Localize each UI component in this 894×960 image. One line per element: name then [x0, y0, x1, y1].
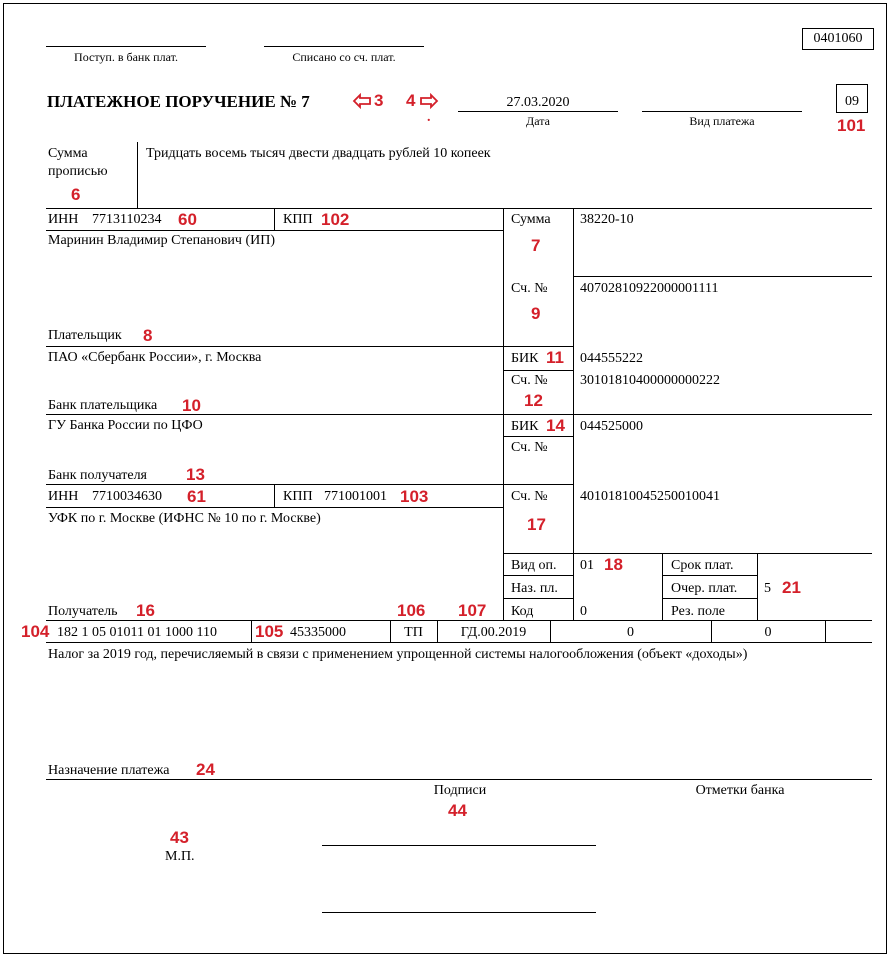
marker-16: 16: [136, 601, 155, 620]
term-divider: [757, 553, 758, 620]
marker-7: 7: [531, 236, 541, 255]
bik2-bottom: [503, 436, 573, 437]
payee-bank-account-label: Сч. №: [511, 440, 548, 455]
payee-inn: 7710034630: [92, 489, 162, 504]
purpose-code-label: Наз. пл.: [511, 581, 558, 596]
date-value: 27.03.2020: [506, 95, 570, 110]
payment-type-line: [642, 111, 802, 112]
page-title: ПЛАТЕЖНОЕ ПОРУЧЕНИЕ № 7: [47, 92, 310, 111]
payer-bank-bik: 044555222: [580, 351, 643, 366]
payee-kpp-label: КПП: [283, 489, 313, 504]
amount-words-value: Тридцать восемь тысяч двести двадцать рублей 10 копеек: [146, 146, 491, 161]
priority-bottom: [662, 598, 757, 599]
marker-61: 61: [187, 487, 206, 506]
date-label: Дата: [526, 114, 550, 128]
priority: 5: [764, 581, 771, 596]
op-row-bottom: [503, 575, 573, 576]
marker-105: 105: [255, 622, 284, 641]
payer-account: 40702810922000001111: [580, 281, 719, 296]
payee-inn-label: ИНН: [48, 489, 79, 504]
term-row-bottom: [662, 575, 757, 576]
payer-account-label: Сч. №: [511, 281, 548, 296]
received-label: Поступ. в банк плат.: [74, 50, 178, 64]
status-code: 09: [845, 94, 859, 109]
marker-60: 60: [178, 210, 197, 229]
signatures-label: Подписи: [433, 783, 487, 798]
form-code: 0401060: [813, 31, 863, 46]
marker-44: 44: [448, 801, 467, 820]
amount-words-divider: [137, 142, 138, 208]
right-val-divider-3: [573, 414, 574, 620]
purpose-text: Налог за 2019 год, перечисляемый в связи с применением упрощенной системы налогообложения (объект «доходы»): [48, 647, 748, 662]
reserve-label: Рез. поле: [671, 604, 726, 619]
marker-8: 8: [143, 326, 153, 345]
payee-kpp-divider: [274, 484, 275, 507]
tax-div-6: [825, 620, 826, 642]
payer-bank-bik-label: БИК: [511, 351, 539, 366]
marker-18: 18: [604, 555, 623, 574]
dot-mark: .: [427, 110, 431, 125]
right-val-divider-1: [573, 208, 574, 346]
tax-row-top: [46, 620, 872, 621]
payment-type-label: Вид платежа: [689, 114, 755, 128]
marker-10: 10: [182, 396, 201, 415]
doc-number: 0: [627, 625, 634, 640]
marker-11: 11: [546, 348, 564, 367]
payee-bank-label: Банк получателя: [48, 468, 147, 483]
payer-bank-account: 30101810400000000222: [580, 373, 720, 388]
code-value: 0: [580, 604, 587, 619]
arrow-right-icon: [419, 93, 439, 109]
payee-bank-name: ГУ Банка России по ЦФО: [48, 418, 203, 433]
marker-12: 12: [524, 391, 543, 410]
marker-13: 13: [186, 465, 205, 484]
purpose-label: Назначение платежа: [48, 763, 170, 778]
tax-period: ГД.00.2019: [460, 625, 527, 640]
payer-bank-name: ПАО «Сбербанк России», г. Москва: [48, 350, 262, 365]
bank-marks-label: Отметки банка: [695, 783, 785, 798]
payee-bank-bik: 044525000: [580, 419, 643, 434]
marker-104: 104: [21, 622, 50, 641]
marker-21: 21: [782, 578, 801, 597]
row-line-2: [46, 346, 573, 347]
row-line-5: [503, 553, 872, 554]
marker-14: 14: [546, 416, 565, 435]
date-line: [458, 111, 618, 112]
priority-label: Очер. плат.: [671, 581, 738, 596]
received-line: [46, 46, 206, 47]
payer-kpp-label: КПП: [283, 212, 313, 227]
tax-row-bottom: [46, 642, 872, 643]
payee-label: Получатель: [48, 604, 118, 619]
marker-4: 4: [406, 91, 416, 110]
sum-bottom: [573, 276, 872, 277]
tax-basis: ТП: [404, 625, 423, 640]
signature-line-2: [322, 912, 596, 913]
payee-account-label: Сч. №: [511, 489, 548, 504]
sum-label: Сумма: [511, 212, 551, 227]
payer-kpp-divider: [274, 208, 275, 230]
marker-43: 43: [170, 828, 189, 847]
marker-6: 6: [71, 185, 81, 204]
debited-line: [264, 46, 424, 47]
marker-24: 24: [196, 760, 215, 779]
payee-kpp: 771001001: [324, 489, 387, 504]
payer-bank-label: Банк плательщика: [48, 398, 158, 413]
payer-inn-label: ИНН: [48, 212, 79, 227]
row-line-3: [46, 414, 872, 415]
kbk: 182 1 05 01011 01 1000 110: [57, 625, 217, 640]
payer-inn-bottom: [46, 230, 503, 231]
payee-account: 40101810045250010041: [580, 489, 720, 504]
amount-words-label: Сумма прописью: [48, 146, 108, 179]
row-line-4: [46, 484, 573, 485]
op-divider: [662, 553, 663, 620]
marker-106: 106: [397, 601, 426, 620]
marker-101: 101: [837, 116, 866, 135]
marker-3: 3: [374, 91, 384, 110]
right-val-divider-2: [573, 346, 574, 414]
marker-17: 17: [527, 515, 546, 534]
marker-9: 9: [531, 304, 541, 323]
doc-date: 0: [764, 625, 772, 640]
marker-107: 107: [458, 601, 487, 620]
payee-inn-bottom: [46, 507, 503, 508]
payer-name: Маринин Владимир Степанович (ИП): [48, 233, 276, 248]
op-type-label: Вид оп.: [511, 558, 557, 573]
sum-value: 38220-10: [580, 212, 634, 227]
code-label: Код: [511, 604, 534, 619]
payer-label: Плательщик: [48, 328, 122, 343]
arrow-left-icon: [352, 93, 372, 109]
signature-line-1: [322, 845, 596, 846]
payee-bank-bik-label: БИК: [511, 419, 539, 434]
stamp-label: М.П.: [165, 849, 195, 864]
op-type: 01: [580, 558, 594, 573]
payer-bank-account-label: Сч. №: [511, 373, 548, 388]
marker-102: 102: [321, 210, 350, 229]
purpose-code-bottom: [503, 598, 573, 599]
payee-name: УФК по г. Москве (ИФНС № 10 по г. Москве): [48, 511, 321, 526]
tax-div-1: [251, 620, 252, 642]
term-label: Срок плат.: [671, 558, 734, 573]
debited-label: Списано со сч. плат.: [292, 50, 396, 64]
purpose-bottom-line: [46, 779, 872, 780]
marker-103: 103: [400, 487, 429, 506]
row-line-1: [46, 208, 872, 209]
payer-inn: 7713110234: [92, 212, 162, 227]
oktmo: 45335000: [290, 625, 346, 640]
bik-bottom: [503, 370, 573, 371]
